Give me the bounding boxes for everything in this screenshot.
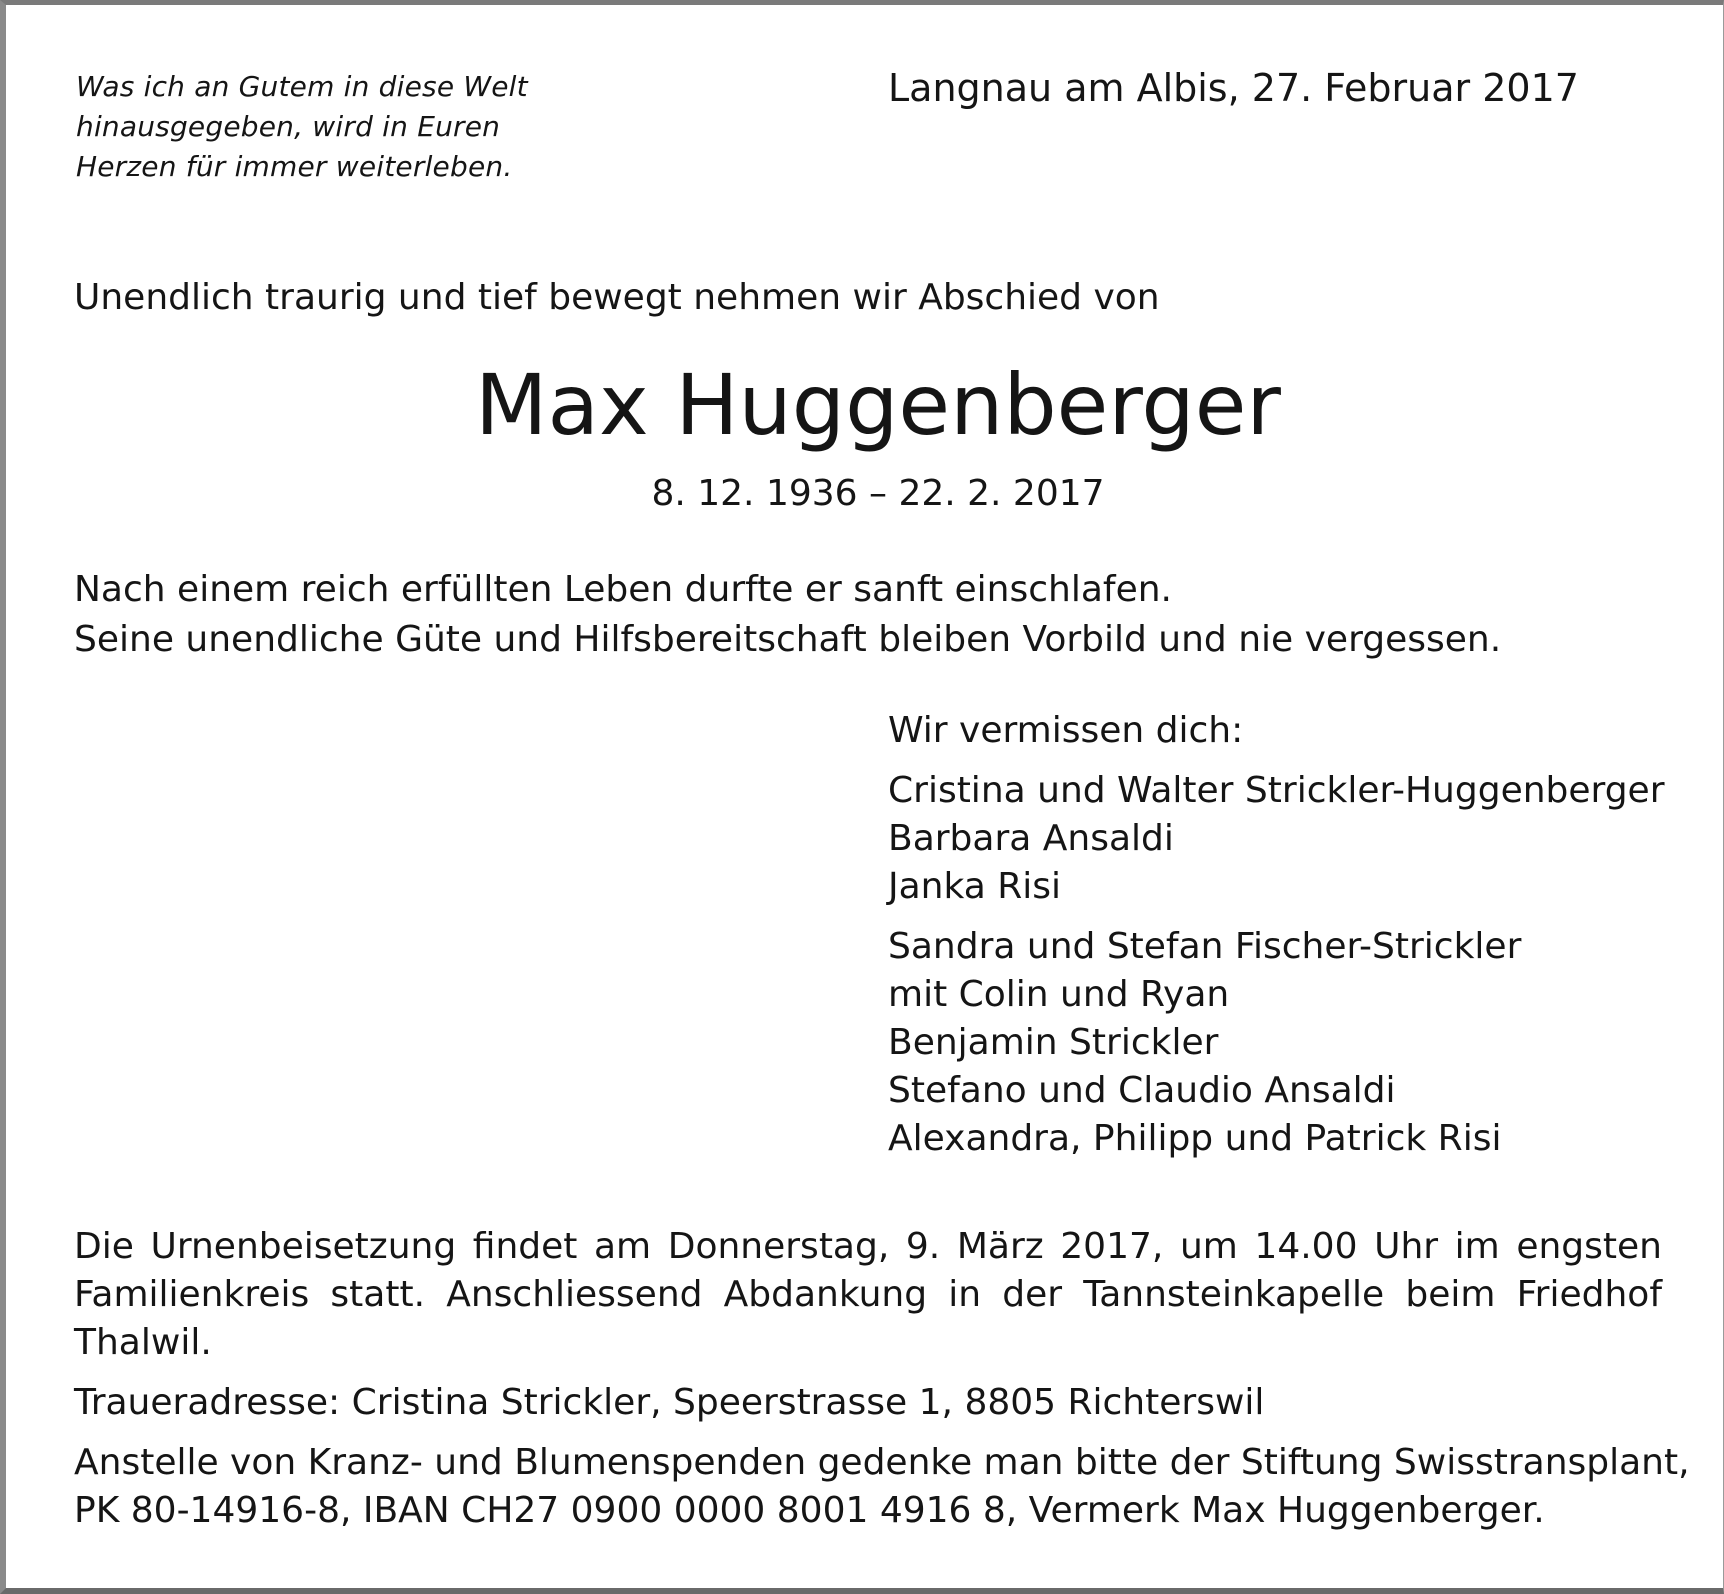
tribute-text [74, 565, 1501, 665]
mourners-heading-group [888, 707, 1665, 755]
mourner-name: mit Colin und Ryan [888, 974, 1230, 1015]
mourners-list [888, 707, 1665, 1163]
tribute-line: Nach einem reich erfüllten Leben durfte er sanft einschlafen. [74, 569, 1172, 610]
mourner-name: Janka Risi [888, 866, 1061, 907]
place-and-date: Langnau am Albis, 27. Februar 2017 [888, 66, 1579, 110]
mourner-name: Sandra und Stefan Fischer-Strickler [888, 926, 1522, 967]
donation-line: PK 80-14916-8, IBAN CH27 0900 0000 8001 4916 8, Vermerk Max Huggenberger. [74, 1490, 1545, 1531]
tribute-line: Seine unendliche Güte und Hilfsbereitschaft bleiben Vorbild und nie vergessen. [74, 619, 1502, 660]
motto-quote [76, 67, 528, 187]
mourner-name: Stefano und Claudio Ansaldi [888, 1070, 1396, 1111]
motto-line: hinausgegeben, wird in Euren [76, 110, 501, 143]
life-dates: 8. 12. 1936 – 22. 2. 2017 [651, 473, 1105, 514]
donation-line: Anstelle von Kranz- und Blumenspenden gedenke man bitte der Stiftung Swisstransplant, [74, 1442, 1690, 1483]
mourner-name: Barbara Ansaldi [888, 818, 1174, 859]
donation-note [74, 1439, 1690, 1535]
mourners-heading: Wir vermissen dich: [888, 710, 1244, 751]
mourner-name: Alexandra, Philipp und Patrick Risi [888, 1118, 1502, 1159]
deceased-name: Max Huggenberger [475, 356, 1281, 454]
mourner-name: Cristina und Walter Strickler-Huggenberger [888, 770, 1665, 811]
motto-line: Was ich an Gutem in diese Welt [76, 70, 528, 103]
motto-line: Herzen für immer weiterleben. [76, 150, 513, 183]
mourners-group-family [888, 767, 1665, 911]
intro-text: Unendlich traurig und tief bewegt nehmen wir Abschied von [74, 277, 1160, 318]
mourner-name: Benjamin Strickler [888, 1022, 1219, 1063]
funeral-info: Die Urnenbeisetzung findet am Donnerstag, 9. März 2017, um 14.00 Uhr im engsten Familienkreis statt. Anschliessend Abdankung in der Tannsteinkapelle beim Friedhof Thalwil. [74, 1226, 1662, 1363]
mourning-address: Traueradresse: Cristina Strickler, Speerstrasse 1, 8805 Richterswil [74, 1382, 1265, 1423]
notice-footer [74, 1223, 1690, 1535]
mourners-group-grandchildren [888, 923, 1665, 1163]
